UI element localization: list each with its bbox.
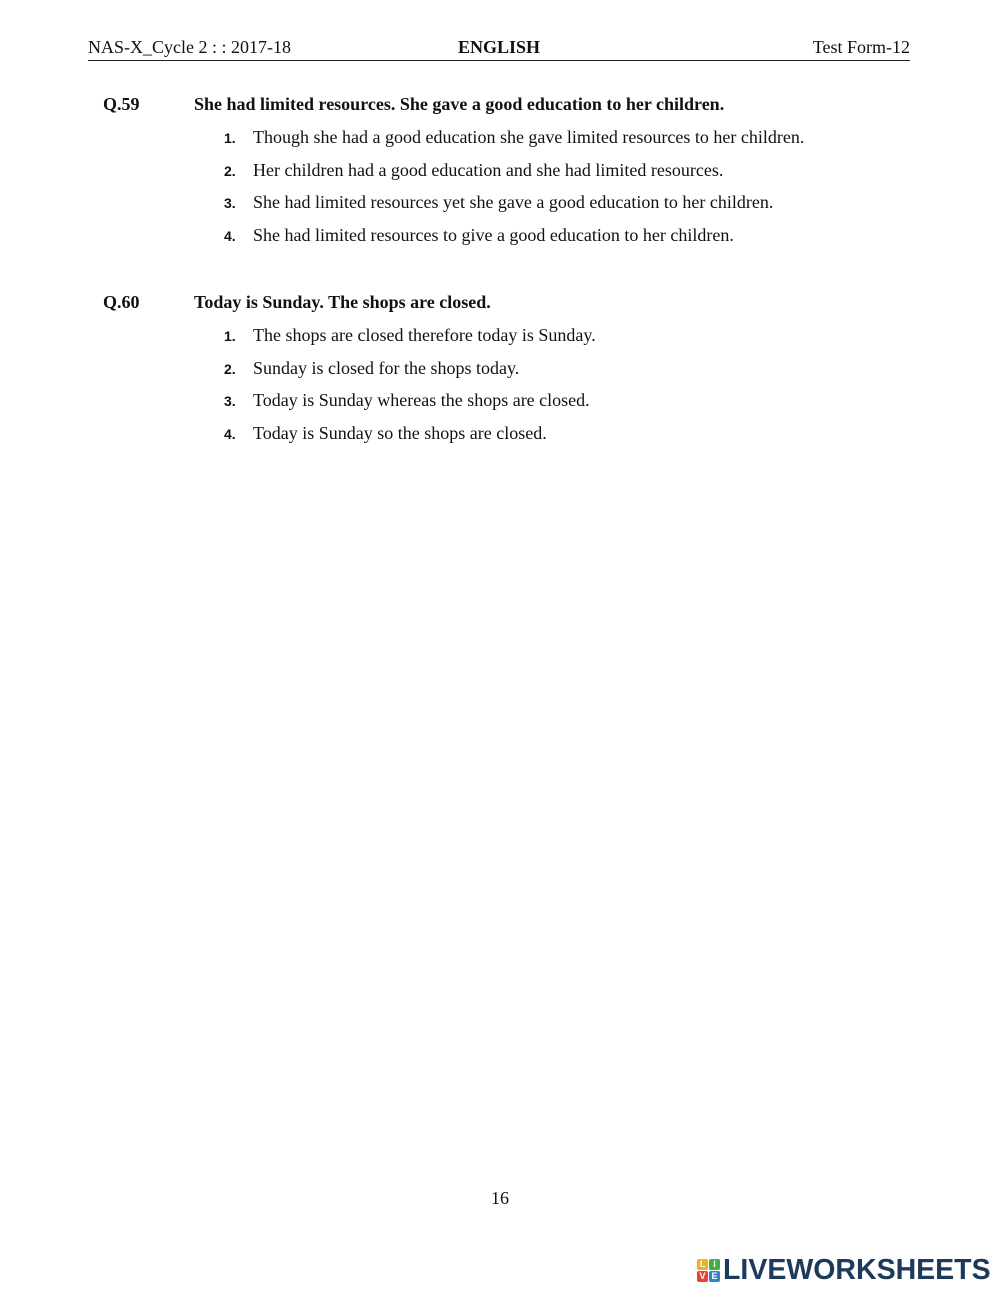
liveworksheets-logo: [697, 1254, 991, 1286]
option-text: Her children had a good education and she had limited resources.: [253, 159, 724, 180]
page-header: [88, 34, 910, 61]
logo-mark-icon: [697, 1259, 720, 1282]
option-1[interactable]: [103, 124, 903, 157]
logo-mark-letter: L: [697, 1259, 708, 1270]
question-stem: Today is Sunday. The shops are closed.: [194, 292, 491, 312]
option-3[interactable]: [103, 189, 903, 222]
option-2[interactable]: [103, 355, 903, 388]
option-number: 4.: [224, 425, 236, 442]
option-2[interactable]: [103, 157, 903, 190]
logo-mark-letter: I: [709, 1259, 720, 1270]
header-exam-cycle: NAS-X_Cycle 2 : : 2017-18: [88, 37, 291, 57]
question-59: [103, 92, 903, 246]
header-subject: ENGLISH: [457, 37, 541, 57]
option-1[interactable]: [103, 322, 903, 355]
option-text: Today is Sunday so the shops are closed.: [253, 422, 547, 443]
option-3[interactable]: [103, 387, 903, 420]
option-number: 1.: [224, 130, 236, 146]
option-text: Today is Sunday whereas the shops are closed.: [253, 390, 590, 410]
option-text: She had limited resources to give a good education to her children.: [253, 224, 734, 245]
page-number: 16: [491, 1188, 509, 1208]
option-number: 2.: [224, 162, 236, 179]
option-list: [103, 322, 903, 452]
option-list: [103, 124, 903, 254]
option-text: Though she had a good education she gave limited resources to her children.: [253, 127, 805, 147]
question-number: Q.59: [103, 94, 140, 114]
question-header: [103, 92, 903, 116]
option-number: 2.: [224, 360, 236, 377]
option-text: Sunday is closed for the shops today.: [253, 357, 520, 378]
option-number: 4.: [224, 227, 236, 244]
question-header: [103, 290, 903, 314]
option-number: 3.: [224, 195, 236, 211]
header-test-form: Test Form-12: [812, 37, 910, 57]
logo-wordmark: LIVEWORKSHEETS: [723, 1254, 991, 1286]
logo-mark-letter: E: [709, 1271, 720, 1282]
option-number: 3.: [224, 393, 236, 409]
option-number: 1.: [224, 328, 236, 344]
option-4[interactable]: [103, 420, 903, 453]
option-4[interactable]: [103, 222, 903, 255]
option-text: The shops are closed therefore today is Sunday.: [253, 325, 596, 345]
question-number: Q.60: [103, 292, 140, 312]
option-text: She had limited resources yet she gave a good education to her children.: [253, 192, 774, 212]
question-stem: She had limited resources. She gave a good education to her children.: [194, 94, 725, 114]
logo-mark-letter: V: [697, 1271, 708, 1282]
question-60: [103, 290, 903, 444]
